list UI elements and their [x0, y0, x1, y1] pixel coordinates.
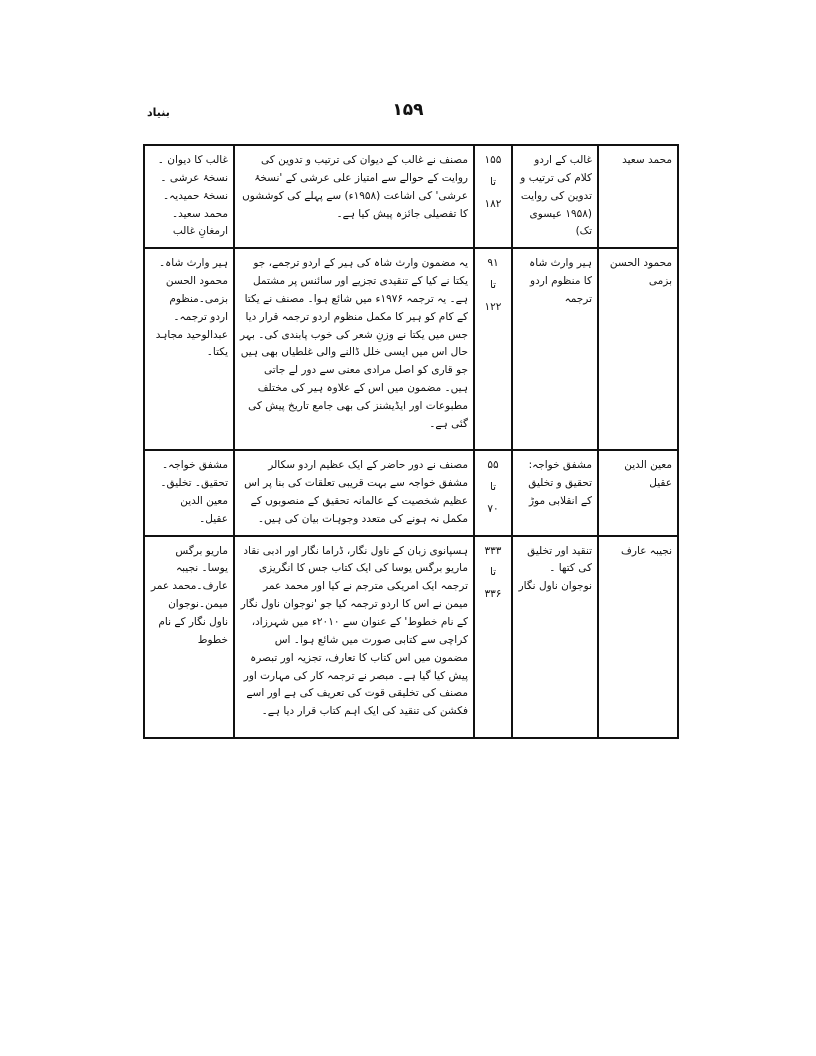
page-to: تا: [489, 566, 497, 579]
pages-cell: [474, 536, 512, 738]
title-cell: تنقید اور تخلیق کی کتھا ۔ نوجوان ناول نگار: [512, 536, 598, 738]
page-to: تا: [489, 175, 497, 188]
pages-cell: [474, 248, 512, 450]
reference-cell: مشفق خواجہ۔تحقیق۔ تخلیق۔معین الدین عقیل۔: [144, 450, 234, 535]
summary-cell: مصنف نے دور حاضر کے ایک عظیم اردو سکالر مشفق خواجہ سے بہت قریبی تعلقات کی بنا پر اس عظیم شخصیت کے عالمانہ تحقیق کے منصوبوں کے مکمل نہ ہونے کی متعدد وجوہات بیان کی ہیں۔: [234, 450, 474, 535]
table-row: [144, 536, 678, 738]
page-end: ۷۰: [487, 502, 499, 515]
title-cell: ہیر وارث شاہ کا منظوم اردو ترجمہ: [512, 248, 598, 450]
table-row: [144, 248, 678, 450]
reference-cell: ہیر وارث شاہ۔محمود الحسن بزمی۔منظوم اردو ترجمہ۔عبدالوحید مجاہد یکتا۔: [144, 248, 234, 450]
pages-cell: [474, 450, 512, 535]
page-start: ۱۵۵: [484, 154, 502, 166]
page-end: ۱۸۲: [484, 197, 502, 210]
table-row: [144, 145, 678, 248]
reference-cell: ماریو برگس یوسا۔ نجیبہ عارف۔محمد عمر میمن۔نوجوان ناول نگار کے نام خطوط: [144, 536, 234, 738]
summary-cell: ہسپانوی زبان کے ناول نگار، ڈراما نگار اور ادبی نقاد ماریو برگس یوسا کی ایک کتاب جس کا انگریزی ترجمہ ایک امریکی مترجم نے کیا اور محمد عمر میمن نے اس کا اردو ترجمہ کیا جو 'نوجوان ناول نگار کے نام خطوط' کے عنوان سے ۲۰۱۰ء میں شہرزاد، کراچی سے کتابی صورت میں شائع ہوا۔ اس مضمون میں اس کتاب کا تعارف، تجزیہ اور تبصرہ پیش کیا گیا ہے۔ مبصر نے ترجمہ کار کی مہارت اور مصنف کی تخلیقی قوت کی تعریف کی ہے اور اسے فکشن کی تنقید کی ایک اہم کتاب قرار دیا ہے۔: [234, 536, 474, 738]
page-start: ۹۱: [487, 257, 499, 270]
page-end: ۱۲۲: [484, 300, 502, 313]
reference-cell: غالب کا دیوان ۔نسخۂ عرشی ۔نسخۂ حمیدیہ۔ محمد سعید۔ارمغانِ غالب: [144, 145, 234, 248]
summary-cell: مصنف نے غالب کے دیوان کی ترتیب و تدوین کی روایت کے حوالے سے امتیاز علی عرشی کے 'نسخۂ عرشی' کی اشاعت (۱۹۵۸ء) سے پہلے کی کوششوں کا تفصیلی جائزہ پیش کیا ہے۔: [234, 145, 474, 248]
page-to: تا: [489, 279, 497, 292]
article-index-table: [143, 144, 679, 739]
author-cell: محمود الحسن بزمی: [598, 248, 678, 450]
running-head: بنیاد: [147, 106, 170, 119]
title-cell: غالب کے اردو کلام کی ترتیب و تدوین کی روایت (۱۹۵۸ عیسوی تک): [512, 145, 598, 248]
author-cell: محمد سعید: [598, 145, 678, 248]
page-number: ۱۵۹: [392, 100, 424, 120]
page-to: تا: [489, 481, 497, 494]
summary-cell: یہ مضمون وارث شاہ کی ہیر کے اردو ترجمے، جو یکتا نے کیا کے تنقیدی تجزیے اور سائنس پر مشتمل ہے۔ یہ ترجمہ ۱۹۷۶ء میں شائع ہوا۔ مصنف نے یکتا کے کام کو ہیر کا مکمل منظوم اردو ترجمہ قرار دیا جس میں یکتا نے وزنِ شعر کی خوب پابندی کی۔ بہر حال اس میں ایسی خلل ڈالنے والی غلطیاں بھی ہیں جو قاری کو اصل مرادی معنی سے دور لے جاتی ہیں۔ مضمون میں اس کے علاوہ ہیر کی مختلف مطبوعات اور ایڈیشنز کی بھی جامع تاریخ پیش کی گئی ہے۔: [234, 248, 474, 450]
page-end: ۳۳۶: [484, 588, 502, 601]
title-cell: مشفق خواجہ: تحقیق و تخلیق کے انقلابی موڑ: [512, 450, 598, 535]
author-cell: معین الدین عقیل: [598, 450, 678, 535]
pages-cell: [474, 145, 512, 248]
page-start: ۵۵: [487, 459, 499, 472]
page-start: ۳۳۳: [484, 544, 502, 557]
author-cell: نجیبہ عارف: [598, 536, 678, 738]
table-row: [144, 450, 678, 535]
